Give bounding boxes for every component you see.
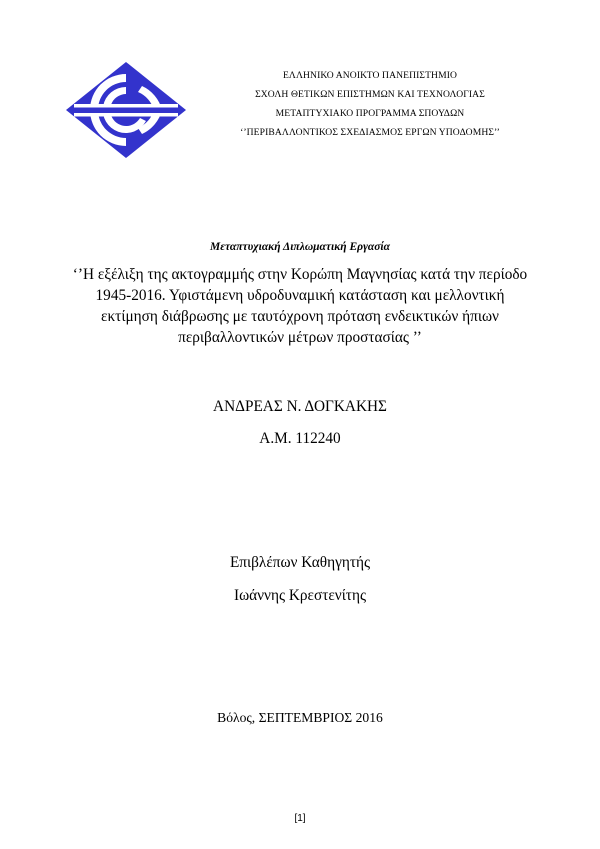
- header-school: ΣΧΟΛΗ ΘΕΤΙΚΩΝ ΕΠΙΣΤΗΜΩΝ ΚΑΙ ΤΕΧΝΟΛΟΓΙΑΣ: [255, 89, 485, 100]
- page-number: [1]: [294, 813, 306, 824]
- supervisor-label: Επιβλέπων Καθηγητής: [229, 554, 371, 571]
- student-id: Α.Μ. 112240: [259, 430, 341, 447]
- supervisor-name: Ιωάννης Κρεστενίτης: [233, 587, 367, 604]
- title-line: ‘’Η εξέλιξη της ακτογραμμής στην Κορώπη Μαγνησίας κατά την περίοδο: [72, 266, 528, 283]
- title-line: εκτίμηση διάβρωσης με ταυτόχρονη πρόταση ενδεικτικών ήπιων: [101, 308, 499, 325]
- title-line: περιβαλλοντικών μέτρων προστασίας ’’: [178, 329, 422, 346]
- university-logo-icon: [64, 60, 188, 160]
- title-line: 1945-2016. Υφιστάμενη υδροδυναμική κατάσταση και μελλοντική: [95, 287, 505, 304]
- thesis-title: [55, 264, 545, 348]
- header-specialization: ‘’ΠΕΡΙΒΑΛΛΟΝΤΙΚΟΣ ΣΧΕΔΙΑΣΜΟΣ ΕΡΓΩΝ ΥΠΟΔΟΜΗΣ’’: [240, 127, 500, 138]
- thesis-type: Μεταπτυχιακή Διπλωματική Εργασία: [210, 241, 390, 253]
- header-program: ΜΕΤΑΠΤΥΧΙΑΚΟ ΠΡΟΓΡΑΜΜΑ ΣΠΟΥΔΩΝ: [275, 108, 465, 119]
- header-university: ΕΛΛΗΝΙΚΟ ΑΝΟΙΚΤΟ ΠΑΝΕΠΙΣΤΗΜΙΟ: [282, 70, 458, 81]
- author-name: ΑΝΔΡΕΑΣ Ν. ΔΟΓΚΑΚΗΣ: [213, 398, 387, 415]
- place-date: Βόλος, ΣΕΠΤΕΜΒΡΙΟΣ 2016: [217, 710, 383, 725]
- institution-header: [215, 66, 525, 142]
